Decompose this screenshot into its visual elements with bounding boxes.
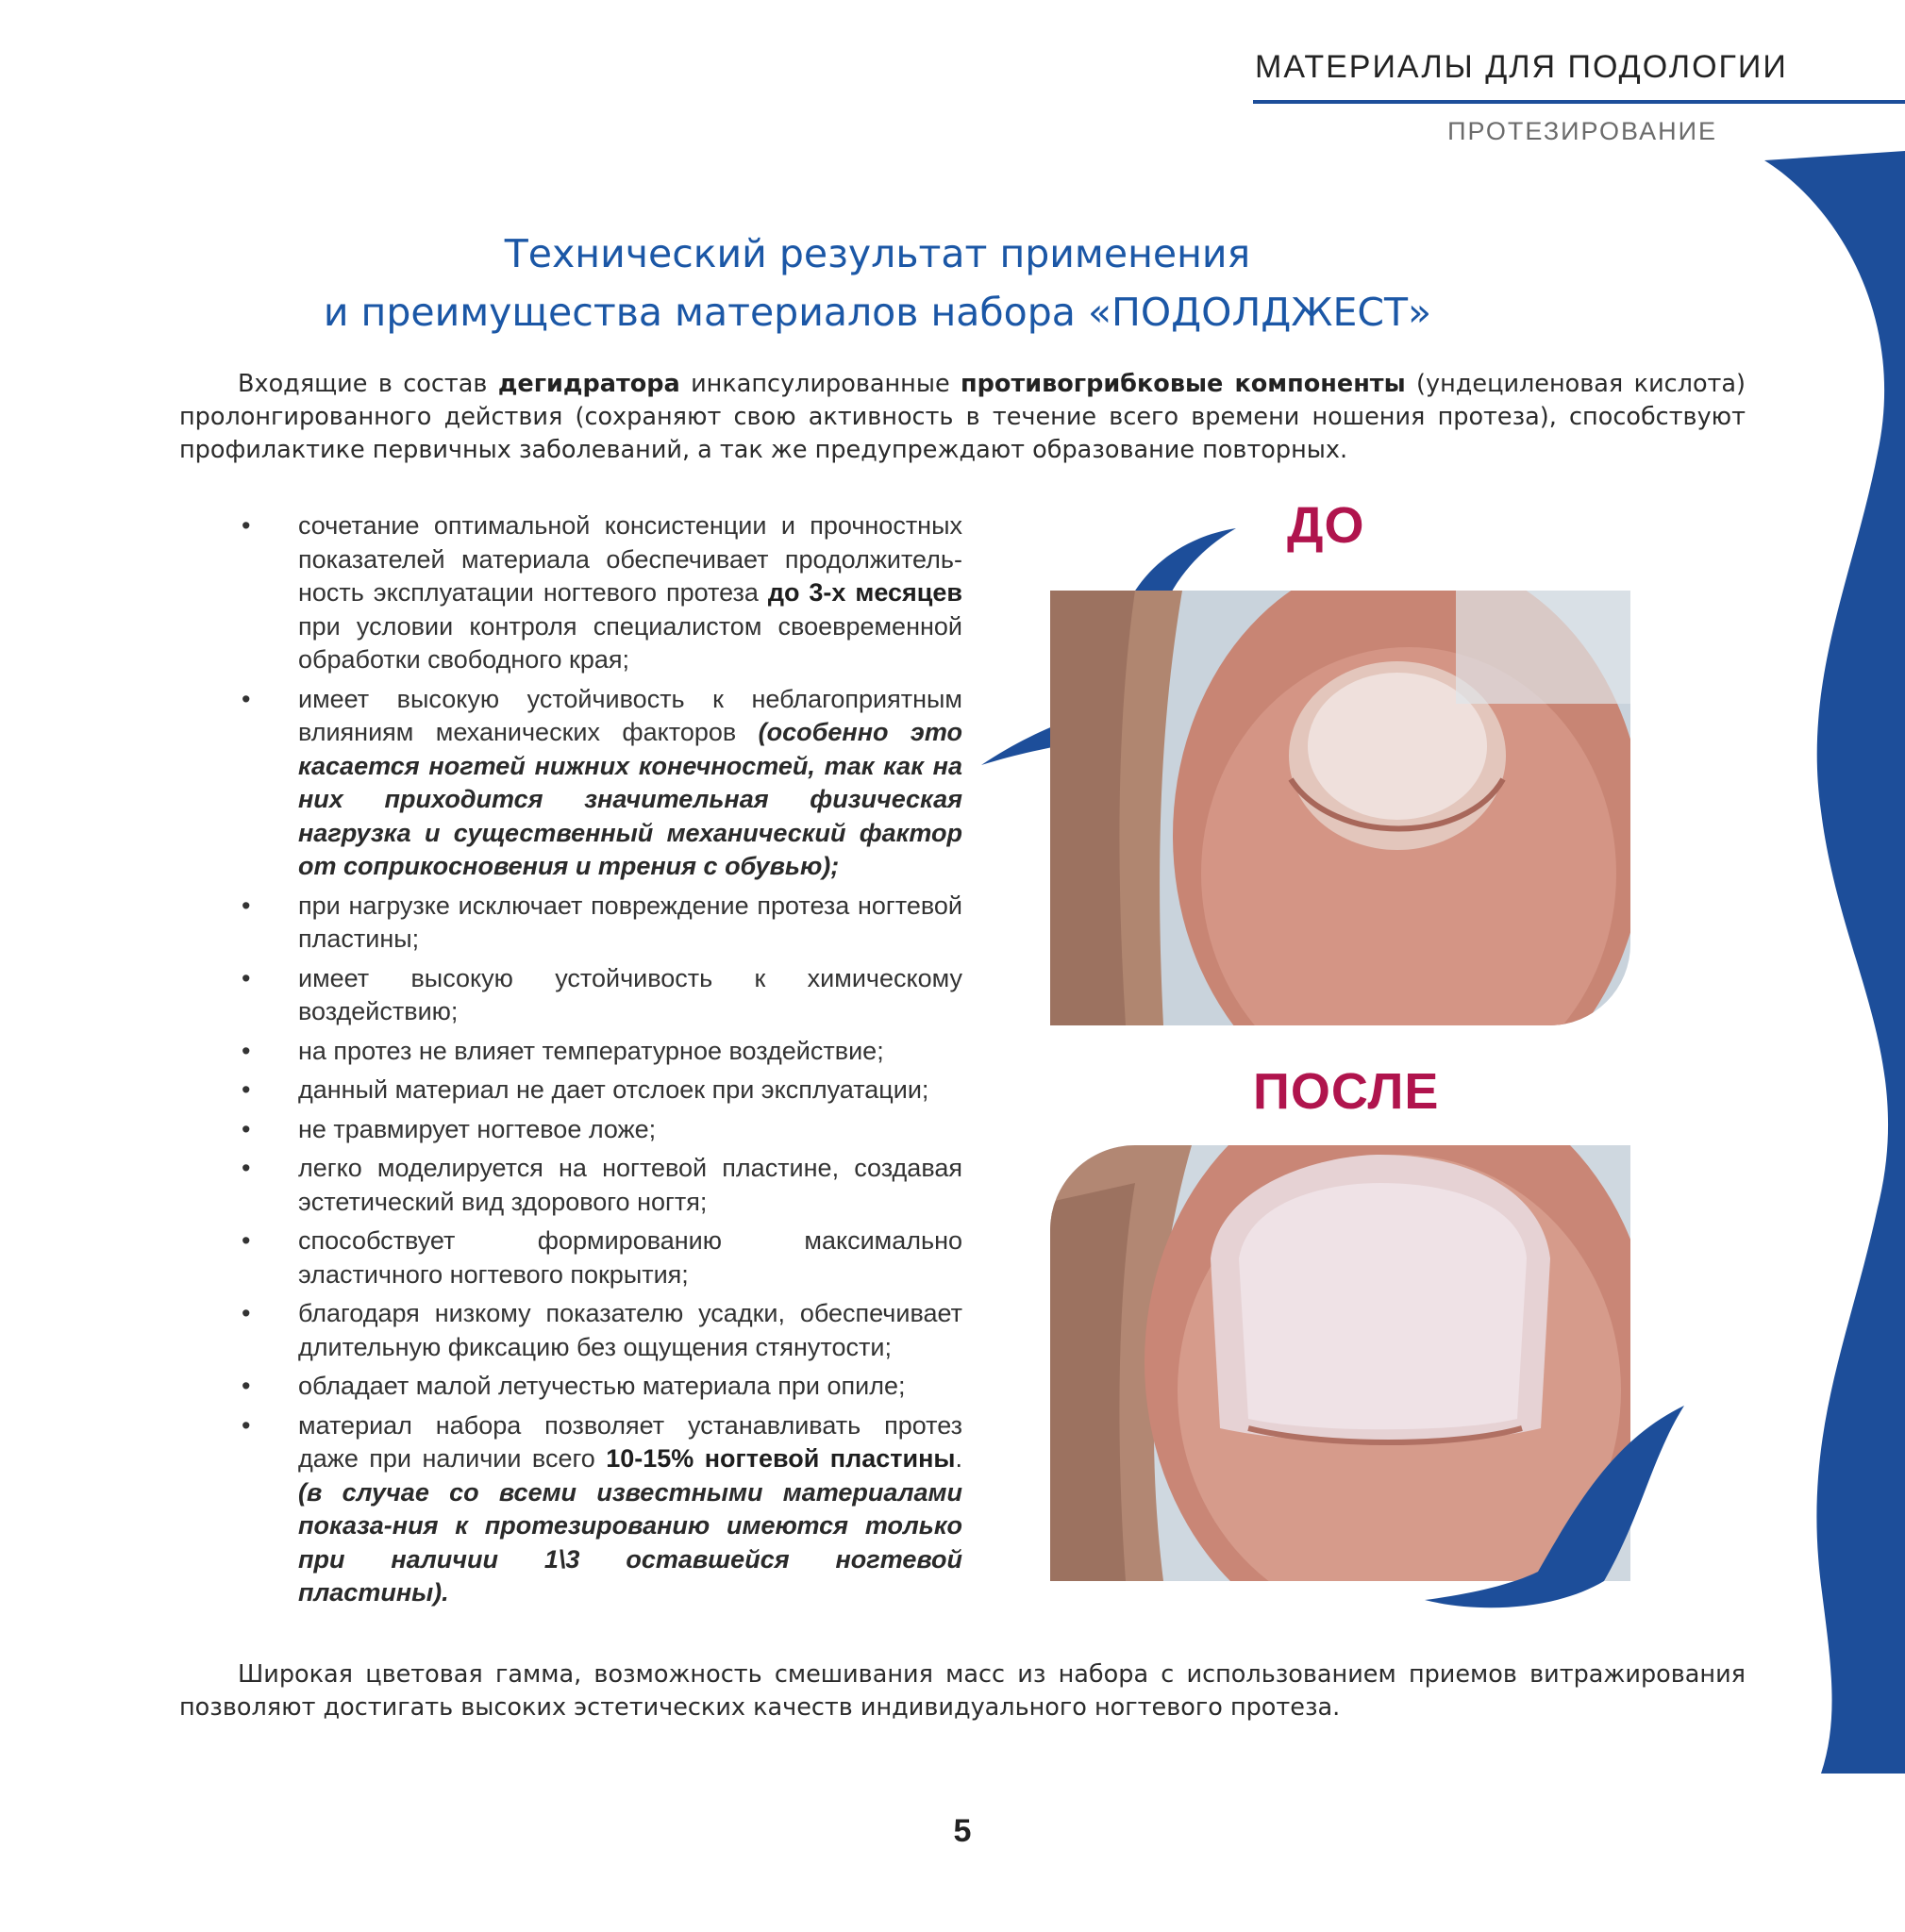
bullet-icon: • <box>242 684 251 713</box>
title-line-2: и преимущества материалов набора «ПОДОЛДЖЕСТ» <box>323 290 1432 335</box>
list-item <box>236 683 962 884</box>
bullet-icon: • <box>242 963 251 992</box>
bullet-icon: • <box>242 511 251 540</box>
list-item <box>236 1035 962 1069</box>
feature-text: при нагрузке исключает повреждение протеза ногтевой пластины; <box>298 891 962 953</box>
feature-text: при условии контроля специалистом своевременной обработки свободного края; <box>298 611 962 674</box>
feature-text: материал набора позволяет устанавливать протез даже при наличии всего <box>298 1410 962 1473</box>
toenail-before-illustration <box>1050 591 1630 1025</box>
feature-bold: 10-15% ногтевой пластины <box>606 1444 956 1473</box>
feature-text: легко моделируется на ногтевой пластине, создавая эстетический вид здорового ногтя; <box>298 1154 962 1216</box>
feature-text: . <box>955 1444 962 1473</box>
bullet-icon: • <box>242 1299 251 1327</box>
list-item <box>236 1297 962 1364</box>
feature-list <box>236 509 962 1616</box>
intro-paragraph <box>179 368 1746 467</box>
list-item <box>236 1224 962 1291</box>
feature-text: на протез не влияет температурное воздействие; <box>298 1036 884 1065</box>
swoosh-after-decoration <box>1425 1402 1689 1619</box>
feature-text: способствует формированию максимально эластичного ногтевого покрытия; <box>298 1226 962 1289</box>
feature-text: обладает малой летучестью материала при опиле; <box>298 1372 906 1400</box>
list-item <box>236 1370 962 1404</box>
feature-text: благодаря низкому показателю усадки, обеспечивает длительную фиксацию без ощущения стянутости; <box>298 1299 962 1361</box>
right-wave-decoration <box>1764 151 1905 1774</box>
bullet-icon: • <box>242 1410 251 1440</box>
title-line-1: Технический результат применения <box>504 231 1251 276</box>
feature-text: имеет высокую устойчивость к химическому воздействию; <box>298 963 962 1025</box>
list-item <box>236 1152 962 1219</box>
intro-text-2: инкапсулированные <box>679 370 961 398</box>
header-title: МАТЕРИАЛЫ ДЛЯ ПОДОЛОГИИ <box>1255 49 1788 85</box>
label-before: ДО <box>1287 497 1365 554</box>
feature-bold: до 3-х месяцев <box>767 578 962 607</box>
list-item <box>236 509 962 677</box>
intro-bold-2: противогрибковые компоненты <box>961 370 1406 398</box>
before-photo <box>1050 591 1630 1025</box>
bullet-icon: • <box>242 1226 251 1255</box>
header-subtitle: ПРОТЕЗИРОВАНИЕ <box>1447 117 1717 145</box>
bullet-icon: • <box>242 1114 251 1143</box>
list-item <box>236 1409 962 1610</box>
feature-text: сочетание оптимальной консистенции и прочностных показателей материала обеспечивает продолжитель-ность эксплуатации ногтевого протеза <box>298 511 962 607</box>
bullet-icon: • <box>242 1154 251 1182</box>
closing-paragraph: Широкая цветовая гамма, возможность смешивания масс из набора с использованием приемов витражирования позволяют достигать высоких эстетических качеств индивидуального ногтевого протеза. <box>179 1660 1746 1722</box>
intro-text-1: Входящие в состав <box>238 370 498 398</box>
feature-italic: (в случае со всеми известными материалами показа-ния к протезированию имеются только при наличии 1\3 оставшейся ногтевой пластины). <box>298 1477 962 1607</box>
list-item <box>236 1074 962 1108</box>
header-rule <box>1253 100 1905 104</box>
intro-bold-1: дегидратора <box>497 370 680 398</box>
page-number: 5 <box>953 1813 972 1849</box>
label-after: ПОСЛЕ <box>1253 1063 1440 1120</box>
intro-text-3: (ундециленовая кислота) пролонгированного действия (сохраняют свою активность в течение всего времени ношения протеза), способствуют профилактике первичных заболеваний, а так же предупреждают образование повторных. <box>179 370 1746 464</box>
list-item <box>236 1113 962 1147</box>
bullet-icon: • <box>242 1075 251 1104</box>
feature-text: не травмирует ногтевое ложе; <box>298 1114 657 1143</box>
bullet-icon: • <box>242 891 251 920</box>
bullet-icon: • <box>242 1372 251 1400</box>
list-item <box>236 962 962 1029</box>
feature-text: данный материал не дает отслоек при эксплуатации; <box>298 1075 929 1104</box>
feature-text: имеет высокую устойчивость к неблагоприятным влияниям механических факторов <box>298 684 962 746</box>
feature-italic: (особенно это касается ногтей нижних конечностей, так как на них приходится значительная физическая нагрузка и существенный механический фактор от соприкосновения и трения с обувью); <box>298 718 962 880</box>
page-title <box>179 225 1576 341</box>
list-item <box>236 890 962 957</box>
bullet-icon: • <box>242 1036 251 1065</box>
